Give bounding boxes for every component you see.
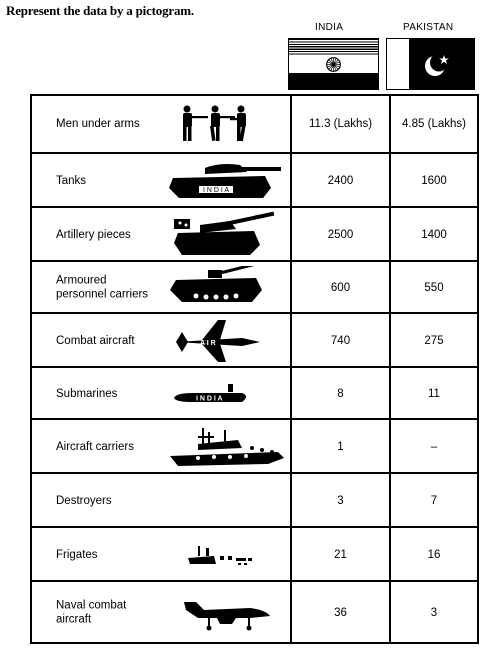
india-value: 8	[337, 388, 344, 400]
row-label: Destroyers	[56, 494, 112, 507]
table-row	[32, 366, 477, 420]
naval-aircraft-icon	[180, 594, 274, 634]
table-row	[32, 206, 477, 262]
submarine-icon	[172, 382, 252, 408]
armoured-carrier-icon	[166, 266, 274, 310]
india-value: 600	[330, 282, 351, 294]
table-row	[32, 472, 477, 528]
pakistan-value: 1400	[421, 229, 447, 241]
table-row	[32, 580, 477, 644]
table-row	[32, 96, 477, 152]
table-row	[32, 418, 477, 474]
table-row	[32, 526, 477, 582]
india-flag-icon	[288, 38, 379, 90]
pakistan-header: PAKISTAN	[403, 22, 454, 33]
instruction-text: Represent the data by a pictogram.	[6, 3, 194, 18]
row-label: Combat aircraft	[56, 334, 135, 347]
row-label: Armoured personnel carriers	[56, 274, 149, 301]
pakistan-flag-icon	[386, 38, 475, 90]
pakistan-value: 4.85 (Lakhs)	[402, 118, 466, 130]
row-label: Submarines	[56, 387, 118, 400]
table-row	[32, 260, 477, 314]
india-value: 1	[337, 441, 344, 453]
india-value: 2500	[327, 229, 354, 241]
soldiers-icon	[177, 104, 253, 144]
combat-aircraft-icon	[172, 318, 262, 364]
data-table	[30, 94, 479, 644]
tank-icon	[165, 160, 283, 204]
pakistan-value: 7	[430, 495, 438, 507]
svg-text:A I R: A I R	[200, 340, 216, 347]
pakistan-value: 3	[430, 607, 438, 619]
row-label: Naval combat aircraft	[56, 599, 127, 626]
svg-text:I N D I A: I N D I A	[203, 187, 230, 194]
pakistan-value: 550	[424, 282, 444, 294]
india-value: 11.3 (Lakhs)	[308, 118, 373, 130]
pakistan-value: –	[430, 441, 438, 453]
india-value: 21	[334, 549, 347, 561]
row-label: Artillery pieces	[56, 228, 131, 241]
row-label: Men under arms	[56, 117, 140, 130]
table-row	[32, 312, 477, 368]
india-value: 740	[330, 335, 351, 347]
pakistan-value: 1600	[421, 175, 447, 187]
india-value: 3	[337, 495, 344, 507]
svg-text:I N D I A: I N D I A	[196, 395, 223, 403]
row-label: Tanks	[56, 174, 87, 187]
table-row	[32, 152, 477, 208]
aircraft-carrier-icon	[168, 426, 288, 470]
india-header: INDIA	[315, 22, 344, 33]
frigate-icon	[184, 544, 264, 570]
row-label: Frigates	[56, 548, 98, 561]
india-value: 36	[334, 607, 347, 619]
pakistan-value: 16	[427, 549, 441, 561]
india-value: 2400	[327, 175, 354, 187]
pakistan-value: 275	[424, 335, 444, 347]
row-label: Aircraft carriers	[56, 440, 134, 453]
pakistan-value: 11	[428, 388, 440, 400]
artillery-icon	[170, 211, 280, 259]
